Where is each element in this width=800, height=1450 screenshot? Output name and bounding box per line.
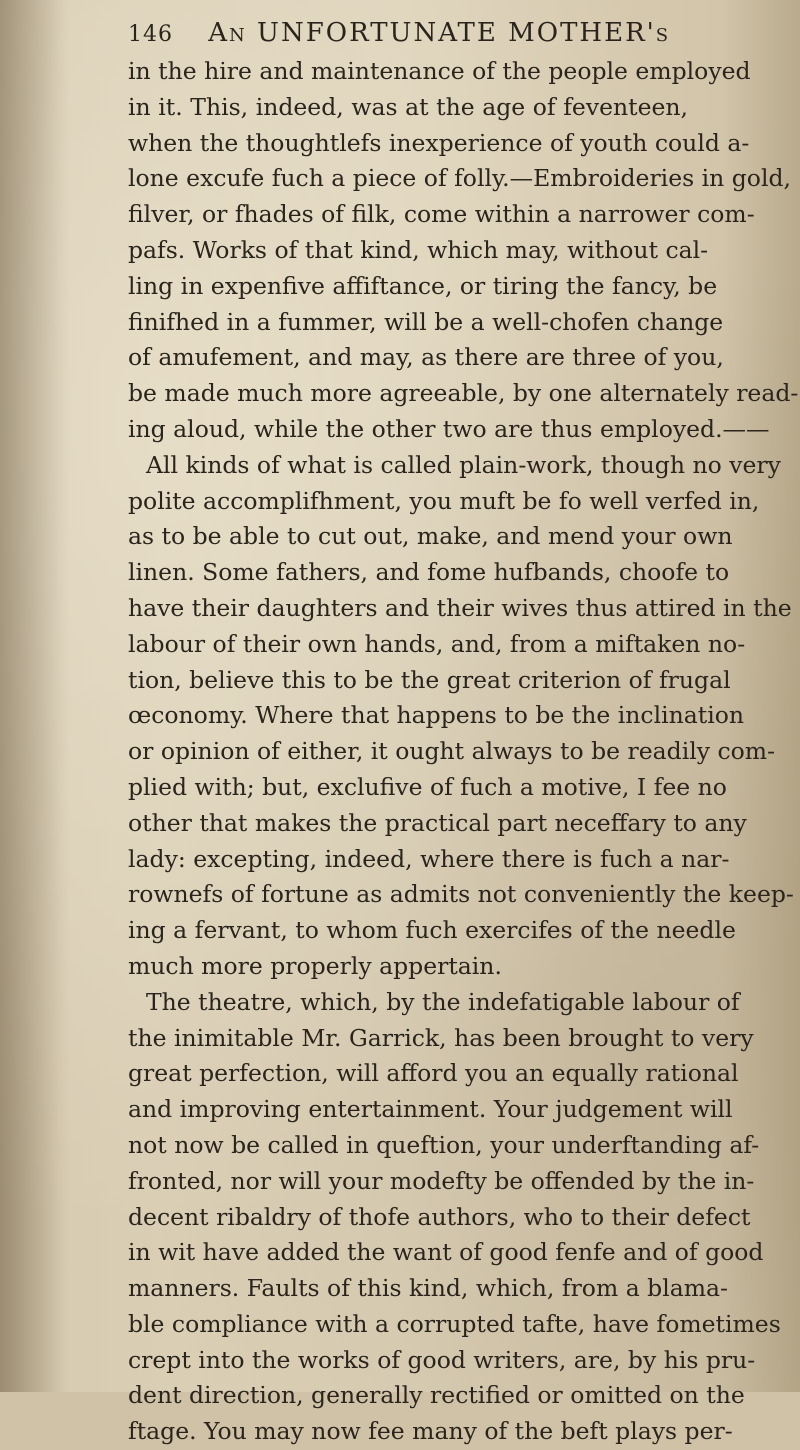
- page-number: 146: [128, 22, 173, 47]
- text-line: dent direction, generally rectified or omitted on the: [128, 1381, 745, 1410]
- text-line: lady: excepting, indeed, where there is fuch a nar-: [128, 844, 730, 873]
- text-line: ling in expenfive affiftance, or tiring the fancy, be: [128, 271, 718, 300]
- text-line: finifhed in a fummer, will be a well-chofen change: [128, 307, 724, 336]
- text-line: tion, believe this to be the great criterion of frugal: [128, 665, 731, 694]
- running-head: [128, 18, 688, 48]
- text-line: ing aloud, while the other two are thus employed.——: [128, 414, 770, 443]
- text-line: great perfection, will afford you an equally rational: [128, 1059, 739, 1088]
- text-line: have their daughters and their wives thus attired in the: [128, 593, 792, 622]
- text-line: manners. Faults of this kind, which, from a blama-: [128, 1274, 728, 1303]
- text-line: in it. This, indeed, was at the age of feventeen,: [128, 92, 688, 121]
- text-line: other that makes the practical part neceffary to any: [128, 808, 747, 837]
- text-line: in the hire and maintenance of the people employed: [128, 57, 751, 85]
- text-line: ftage. You may now fee many of the beft plays per-: [128, 1417, 733, 1446]
- text-line: ble compliance with a corrupted tafte, have fometimes: [128, 1309, 781, 1338]
- text-line: filver, or fhades of filk, come within a narrower com-: [128, 200, 755, 229]
- running-title: An UNFORTUNATE MOTHER's: [208, 18, 671, 48]
- binding-shadow: [0, 0, 70, 1392]
- text-line: crept into the works of good writers, are, by his pru-: [128, 1345, 756, 1374]
- text-line: as to be able to cut out, make, and mend your own: [128, 522, 733, 551]
- text-line: when the thoughtlefs inexperience of youth could a-: [128, 128, 750, 157]
- text-line: the inimitable Mr. Garrick, has been brought to very: [128, 1023, 754, 1052]
- text-line: fronted, nor will your modefty be offended by the in-: [128, 1166, 755, 1195]
- text-line: be made much more agreeable, by one alternately read-: [128, 379, 799, 408]
- text-line: in wit have added the want of good fenfe and of good: [128, 1238, 764, 1267]
- paragraph-start-line: All kinds of what is called plain-work, though no very: [146, 450, 781, 479]
- text-line: not now be called in queftion, your underftanding af-: [128, 1130, 760, 1159]
- text-line: decent ribaldry of thofe authors, who to their defect: [128, 1202, 751, 1231]
- text-line: rownefs of fortune as admits not conveniently the keep-: [128, 880, 794, 909]
- paragraph-start-line: The theatre, which, by the indefatigable labour of: [146, 987, 740, 1016]
- text-line: ing a fervant, to whom fuch exercifes of the needle: [128, 916, 736, 945]
- text-line: plied with; but, exclufive of fuch a motive, I fee no: [128, 772, 727, 801]
- text-line: and improving entertainment. Your judgement will: [128, 1095, 733, 1124]
- text-line: or opinion of either, it ought always to be readily com-: [128, 737, 776, 766]
- text-line: labour of their own hands, and, from a miftaken no-: [128, 629, 746, 658]
- text-line: lone excufe fuch a piece of folly.—Embroideries in gold,: [128, 164, 791, 193]
- text-line: linen. Some fathers, and fome hufbands, choofe to: [128, 558, 730, 587]
- body-text: [128, 54, 799, 1450]
- text-line: polite accomplifhment, you muft be fo well verfed in,: [128, 486, 760, 515]
- text-line: œconomy. Where that happens to be the inclination: [128, 701, 744, 730]
- text-line: pafs. Works of that kind, which may, without cal-: [128, 235, 709, 264]
- text-line: of amufement, and may, as there are three of you,: [128, 343, 724, 372]
- paragraph-end-line: much more properly appertain.: [128, 951, 502, 980]
